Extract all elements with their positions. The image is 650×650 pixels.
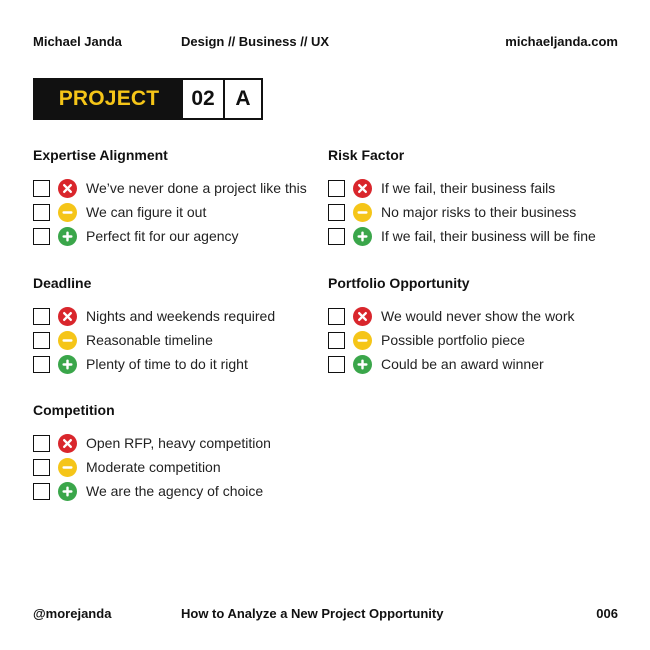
website-link[interactable]: michaeljanda.com: [505, 34, 618, 49]
option-label: Reasonable timeline: [86, 332, 213, 348]
option-row-positive[interactable]: [328, 224, 628, 248]
section-expertise-alignment: [33, 146, 333, 248]
option-label: Perfect fit for our agency: [86, 228, 239, 244]
option-row-neutral[interactable]: [328, 328, 628, 352]
option-label: We would never show the work: [381, 308, 575, 324]
option-row-positive[interactable]: [33, 352, 333, 376]
page-footer: [33, 606, 618, 622]
checkbox[interactable]: [33, 459, 50, 476]
option-label: No major risks to their business: [381, 204, 577, 220]
option-label: We are the agency of choice: [86, 483, 264, 499]
section-deadline: [33, 274, 333, 376]
option-row-negative[interactable]: [33, 176, 333, 200]
plus-circle-icon: [58, 355, 77, 374]
option-list: [33, 176, 333, 248]
option-row-negative[interactable]: [328, 176, 628, 200]
minus-circle-icon: [353, 203, 372, 222]
option-row-positive[interactable]: [328, 352, 628, 376]
checkbox[interactable]: [33, 308, 50, 325]
option-label: We can figure it out: [86, 204, 207, 220]
option-row-positive[interactable]: [33, 224, 333, 248]
page-number: 006: [596, 606, 618, 621]
option-row-negative[interactable]: [33, 304, 333, 328]
project-letter: A: [225, 80, 261, 118]
checkbox[interactable]: [33, 180, 50, 197]
checkbox[interactable]: [33, 483, 50, 500]
section-portfolio-opportunity: [328, 274, 628, 376]
social-handle[interactable]: @morejanda: [33, 606, 112, 621]
section-title: Risk Factor: [328, 147, 405, 163]
option-list: [33, 304, 333, 376]
option-label: If we fail, their business will be fine: [381, 228, 596, 244]
option-list: [328, 176, 628, 248]
section-title: Competition: [33, 402, 115, 418]
minus-circle-icon: [58, 203, 77, 222]
footer-title: How to Analyze a New Project Opportunity: [181, 606, 444, 621]
checkbox[interactable]: [33, 204, 50, 221]
option-label: Open RFP, heavy competition: [86, 435, 271, 451]
minus-circle-icon: [58, 331, 77, 350]
x-circle-icon: [58, 434, 77, 453]
plus-circle-icon: [353, 355, 372, 374]
option-row-neutral[interactable]: [33, 200, 333, 224]
x-circle-icon: [353, 179, 372, 198]
option-label: If we fail, their business fails: [381, 180, 556, 196]
checkbox[interactable]: [328, 356, 345, 373]
project-badge: [33, 78, 263, 120]
option-label: We’ve never done a project like this: [86, 180, 307, 196]
checkbox[interactable]: [33, 356, 50, 373]
option-list: [328, 304, 628, 376]
option-label: Moderate competition: [86, 459, 221, 475]
checkbox[interactable]: [33, 228, 50, 245]
plus-circle-icon: [58, 482, 77, 501]
checkbox[interactable]: [33, 332, 50, 349]
project-number: 02: [183, 80, 225, 118]
plus-circle-icon: [58, 227, 77, 246]
minus-circle-icon: [353, 331, 372, 350]
page-header: [33, 34, 618, 50]
option-label: Possible portfolio piece: [381, 332, 525, 348]
section-competition: [33, 401, 333, 503]
option-row-neutral[interactable]: [33, 328, 333, 352]
checkbox[interactable]: [328, 180, 345, 197]
checkbox[interactable]: [328, 228, 345, 245]
checkbox[interactable]: [328, 332, 345, 349]
option-row-negative[interactable]: [328, 304, 628, 328]
header-tagline: Design // Business // UX: [181, 34, 330, 49]
option-label: Plenty of time to do it right: [86, 356, 248, 372]
x-circle-icon: [58, 179, 77, 198]
x-circle-icon: [58, 307, 77, 326]
plus-circle-icon: [353, 227, 372, 246]
section-title: Portfolio Opportunity: [328, 275, 470, 291]
x-circle-icon: [353, 307, 372, 326]
option-list: [33, 431, 333, 503]
option-label: Nights and weekends required: [86, 308, 276, 324]
option-row-negative[interactable]: [33, 431, 333, 455]
option-label: Could be an award winner: [381, 356, 544, 372]
checkbox[interactable]: [328, 204, 345, 221]
project-label: PROJECT: [35, 80, 183, 118]
section-title: Expertise Alignment: [33, 147, 168, 163]
section-title: Deadline: [33, 275, 92, 291]
author-name: Michael Janda: [33, 34, 122, 49]
minus-circle-icon: [58, 458, 77, 477]
checkbox[interactable]: [33, 435, 50, 452]
section-risk-factor: [328, 146, 628, 248]
checkbox[interactable]: [328, 308, 345, 325]
option-row-neutral[interactable]: [33, 455, 333, 479]
option-row-neutral[interactable]: [328, 200, 628, 224]
option-row-positive[interactable]: [33, 479, 333, 503]
